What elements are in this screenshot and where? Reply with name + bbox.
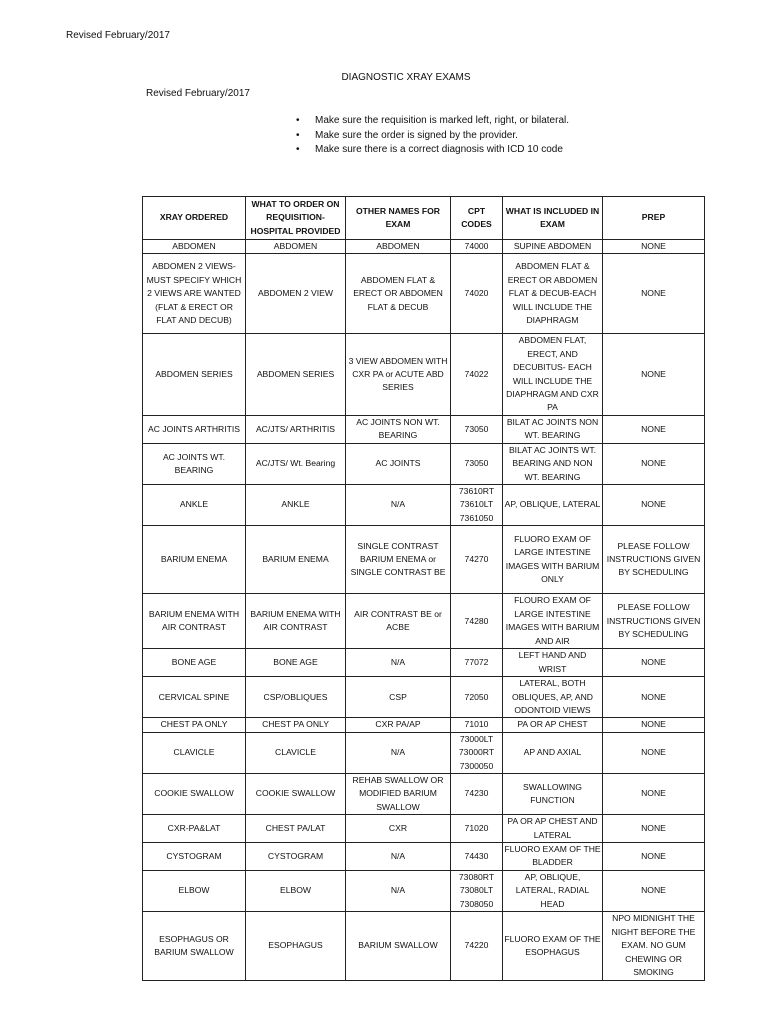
cell-xray-ordered: AC JOINTS ARTHRITIS	[143, 415, 246, 443]
cell-what-to-order: ELBOW	[246, 870, 346, 911]
cell-included: PA OR AP CHEST	[503, 718, 603, 732]
col-header-what-to-order: WHAT TO ORDER ON REQUISITION- HOSPITAL PROVIDED	[246, 197, 346, 240]
cell-other-names: N/A	[346, 842, 451, 870]
cell-other-names: CXR PA/AP	[346, 718, 451, 732]
table-row	[143, 718, 705, 732]
table-header-row	[143, 197, 705, 240]
col-header-included: WHAT IS INCLUDED IN EXAM	[503, 197, 603, 240]
page-header-revised-date: Revised February/2017	[66, 30, 170, 41]
cell-other-names: CXR	[346, 815, 451, 843]
cell-xray-ordered: ELBOW	[143, 870, 246, 911]
cell-included: AP AND AXIAL	[503, 732, 603, 773]
cell-other-names: N/A	[346, 870, 451, 911]
cell-xray-ordered: COOKIE SWALLOW	[143, 773, 246, 814]
instruction-item: • Make sure the requisition is marked left, right, or bilateral.	[296, 114, 569, 129]
cell-xray-ordered: ESOPHAGUS OR BARIUM SWALLOW	[143, 912, 246, 981]
cell-cpt-codes: 71010	[451, 718, 503, 732]
cell-what-to-order: ESOPHAGUS	[246, 912, 346, 981]
table-row	[143, 254, 705, 334]
cell-other-names: CSP	[346, 677, 451, 718]
cell-prep: NONE	[603, 334, 705, 415]
cell-prep: NONE	[603, 254, 705, 334]
col-header-prep: PREP	[603, 197, 705, 240]
cell-cpt-codes: 73610RT 73610LT 7361050	[451, 485, 503, 526]
table-row	[143, 485, 705, 526]
cell-what-to-order: CHEST PA/LAT	[246, 815, 346, 843]
cell-prep: PLEASE FOLLOW INSTRUCTIONS GIVEN BY SCHEDULING	[603, 526, 705, 594]
cell-other-names: N/A	[346, 649, 451, 677]
xray-exams-table	[142, 196, 705, 981]
table-row	[143, 526, 705, 594]
cell-xray-ordered: ANKLE	[143, 485, 246, 526]
cell-cpt-codes: 74280	[451, 594, 503, 649]
cell-what-to-order: BARIUM ENEMA	[246, 526, 346, 594]
cell-other-names: SINGLE CONTRAST BARIUM ENEMA or SINGLE CONTRAST BE	[346, 526, 451, 594]
cell-prep: NPO MIDNIGHT THE NIGHT BEFORE THE EXAM. NO GUM CHEWING OR SMOKING	[603, 912, 705, 981]
cell-xray-ordered: ABDOMEN SERIES	[143, 334, 246, 415]
cell-included: FLUORO EXAM OF LARGE INTESTINE IMAGES WITH BARIUM ONLY	[503, 526, 603, 594]
cell-what-to-order: ABDOMEN 2 VIEW	[246, 254, 346, 334]
cell-what-to-order: BARIUM ENEMA WITH AIR CONTRAST	[246, 594, 346, 649]
cell-included: ABDOMEN FLAT, ERECT, AND DECUBITUS- EACH WILL INCLUDE THE DIAPHRAGM AND CXR PA	[503, 334, 603, 415]
cell-cpt-codes: 71020	[451, 815, 503, 843]
cell-prep: NONE	[603, 870, 705, 911]
cell-what-to-order: CYSTOGRAM	[246, 842, 346, 870]
cell-prep: NONE	[603, 443, 705, 484]
cell-included: LEFT HAND AND WRIST	[503, 649, 603, 677]
cell-cpt-codes: 73050	[451, 443, 503, 484]
table-row	[143, 443, 705, 484]
cell-included: BILAT AC JOINTS WT. BEARING AND NON WT. BEARING	[503, 443, 603, 484]
instruction-item: • Make sure the order is signed by the provider.	[296, 129, 569, 144]
cell-what-to-order: BONE AGE	[246, 649, 346, 677]
cell-prep: NONE	[603, 718, 705, 732]
cell-prep: PLEASE FOLLOW INSTRUCTIONS GIVEN BY SCHEDULING	[603, 594, 705, 649]
cell-xray-ordered: AC JOINTS WT. BEARING	[143, 443, 246, 484]
table-row	[143, 649, 705, 677]
table-row	[143, 415, 705, 443]
table-row	[143, 870, 705, 911]
cell-cpt-codes: 74020	[451, 254, 503, 334]
cell-included: AP, OBLIQUE, LATERAL	[503, 485, 603, 526]
table-row	[143, 732, 705, 773]
document-title-wrap	[0, 72, 770, 83]
cell-included: LATERAL, BOTH OBLIQUES, AP, AND ODONTOID VIEWS	[503, 677, 603, 718]
cell-xray-ordered: BONE AGE	[143, 649, 246, 677]
col-header-cpt-codes: CPT CODES	[451, 197, 503, 240]
table-row	[143, 240, 705, 254]
cell-what-to-order: CLAVICLE	[246, 732, 346, 773]
cell-what-to-order: ANKLE	[246, 485, 346, 526]
cell-other-names: 3 VIEW ABDOMEN WITH CXR PA or ACUTE ABD SERIES	[346, 334, 451, 415]
cell-included: PA OR AP CHEST AND LATERAL	[503, 815, 603, 843]
cell-cpt-codes: 73050	[451, 415, 503, 443]
cell-what-to-order: CSP/OBLIQUES	[246, 677, 346, 718]
table-row	[143, 842, 705, 870]
cell-what-to-order: AC/JTS/ ARTHRITIS	[246, 415, 346, 443]
cell-prep: NONE	[603, 649, 705, 677]
cell-prep: NONE	[603, 485, 705, 526]
cell-what-to-order: AC/JTS/ Wt. Bearing	[246, 443, 346, 484]
cell-xray-ordered: CXR-PA&LAT	[143, 815, 246, 843]
table-body	[143, 240, 705, 981]
cell-prep: NONE	[603, 732, 705, 773]
cell-xray-ordered: BARIUM ENEMA WITH AIR CONTRAST	[143, 594, 246, 649]
cell-cpt-codes: 74000	[451, 240, 503, 254]
cell-what-to-order: ABDOMEN SERIES	[246, 334, 346, 415]
cell-cpt-codes: 74270	[451, 526, 503, 594]
table-row	[143, 815, 705, 843]
cell-prep: NONE	[603, 815, 705, 843]
table-row	[143, 912, 705, 981]
cell-prep: NONE	[603, 240, 705, 254]
table-row	[143, 594, 705, 649]
cell-cpt-codes: 74220	[451, 912, 503, 981]
cell-cpt-codes: 73080RT 73080LT 7308050	[451, 870, 503, 911]
cell-cpt-codes: 74022	[451, 334, 503, 415]
cell-cpt-codes: 77072	[451, 649, 503, 677]
cell-other-names: REHAB SWALLOW OR MODIFIED BARIUM SWALLOW	[346, 773, 451, 814]
cell-prep: NONE	[603, 842, 705, 870]
cell-other-names: BARIUM SWALLOW	[346, 912, 451, 981]
cell-included: SWALLOWING FUNCTION	[503, 773, 603, 814]
cell-cpt-codes: 74230	[451, 773, 503, 814]
cell-xray-ordered: CERVICAL SPINE	[143, 677, 246, 718]
cell-other-names: ABDOMEN FLAT & ERECT OR ABDOMEN FLAT & DECUB	[346, 254, 451, 334]
cell-what-to-order: CHEST PA ONLY	[246, 718, 346, 732]
cell-xray-ordered: ABDOMEN	[143, 240, 246, 254]
cell-included: FLUORO EXAM OF THE BLADDER	[503, 842, 603, 870]
cell-included: FLUORO EXAM OF THE ESOPHAGUS	[503, 912, 603, 981]
document-title: DIAGNOSTIC XRAY EXAMS	[341, 72, 471, 83]
cell-other-names: ABDOMEN	[346, 240, 451, 254]
revised-date: Revised February/2017	[146, 88, 250, 99]
cell-other-names: N/A	[346, 485, 451, 526]
cell-prep: NONE	[603, 415, 705, 443]
cell-included: BILAT AC JOINTS NON WT. BEARING	[503, 415, 603, 443]
cell-prep: NONE	[603, 677, 705, 718]
col-header-xray-ordered: XRAY ORDERED	[143, 197, 246, 240]
cell-cpt-codes: 72050	[451, 677, 503, 718]
cell-what-to-order: ABDOMEN	[246, 240, 346, 254]
cell-other-names: AC JOINTS	[346, 443, 451, 484]
cell-what-to-order: COOKIE SWALLOW	[246, 773, 346, 814]
cell-xray-ordered: ABDOMEN 2 VIEWS- MUST SPECIFY WHICH 2 VIEWS ARE WANTED (FLAT & ERECT OR FLAT AND DECUB)	[143, 254, 246, 334]
instruction-item: • Make sure there is a correct diagnosis with ICD 10 code	[296, 143, 569, 158]
instruction-list	[296, 114, 569, 158]
cell-other-names: AC JOINTS NON WT. BEARING	[346, 415, 451, 443]
cell-xray-ordered: BARIUM ENEMA	[143, 526, 246, 594]
cell-other-names: AIR CONTRAST BE or ACBE	[346, 594, 451, 649]
cell-prep: NONE	[603, 773, 705, 814]
cell-xray-ordered: CHEST PA ONLY	[143, 718, 246, 732]
cell-xray-ordered: CYSTOGRAM	[143, 842, 246, 870]
cell-cpt-codes: 73000LT 73000RT 7300050	[451, 732, 503, 773]
cell-included: AP, OBLIQUE, LATERAL, RADIAL HEAD	[503, 870, 603, 911]
cell-included: FLOURO EXAM OF LARGE INTESTINE IMAGES WITH BARIUM AND AIR	[503, 594, 603, 649]
table-row	[143, 677, 705, 718]
cell-included: ABDOMEN FLAT & ERECT OR ABDOMEN FLAT & DECUB-EACH WILL INCLUDE THE DIAPHRAGM	[503, 254, 603, 334]
table-row	[143, 773, 705, 814]
cell-xray-ordered: CLAVICLE	[143, 732, 246, 773]
cell-other-names: N/A	[346, 732, 451, 773]
cell-cpt-codes: 74430	[451, 842, 503, 870]
cell-included: SUPINE ABDOMEN	[503, 240, 603, 254]
table-row	[143, 334, 705, 415]
col-header-other-names: OTHER NAMES FOR EXAM	[346, 197, 451, 240]
